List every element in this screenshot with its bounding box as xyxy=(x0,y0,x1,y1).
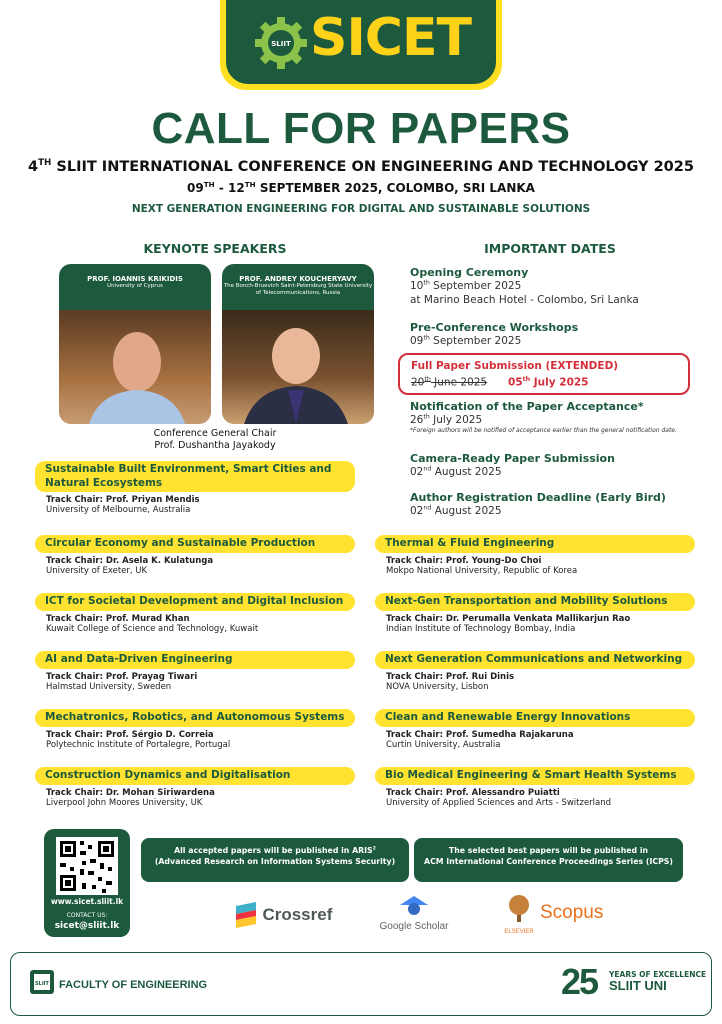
date-registration xyxy=(410,491,700,518)
footer-badge: SLIIT xyxy=(35,981,49,987)
logo-text: SICET xyxy=(310,8,471,68)
track-chair: Track Chair: Prof. Sumedha Rajakaruna xyxy=(386,729,574,740)
date-camera-ready xyxy=(410,452,700,479)
aris-publication-box xyxy=(141,838,409,882)
acm-line-2: ACM International Conference Proceedings Series (ICPS) xyxy=(424,856,673,866)
date-rest: September 2025 xyxy=(429,280,522,292)
date-title: Opening Ceremony xyxy=(410,266,529,279)
date-line xyxy=(410,465,700,479)
track-title: AI and Data-Driven Engineering xyxy=(35,651,355,669)
conference-name xyxy=(0,158,722,175)
faculty-name: FACULTY OF ENGINEERING xyxy=(59,979,208,991)
track-chair: Track Chair: Prof. Alessandro Puiatti xyxy=(386,787,560,798)
conference-date xyxy=(0,180,722,195)
conference-theme: NEXT GENERATION ENGINEERING FOR DIGITAL AND SUSTAINABLE SOLUTIONS xyxy=(131,203,591,215)
date-rest: August 2025 xyxy=(431,466,502,478)
track-item xyxy=(375,767,695,808)
track-university: Kuwait College of Science and Technology, Kuwait xyxy=(46,623,259,634)
track-title: Mechatronics, Robotics, and Autonomous Systems xyxy=(35,709,355,727)
date-note: *Foreign authors will be notified of acceptance earlier than the general notification date. xyxy=(410,427,677,435)
speaker-affiliation: University of Cyprus xyxy=(107,283,163,289)
date-rest: July 2025 xyxy=(429,414,483,426)
track-chair: Track Chair: Prof. Murad Khan xyxy=(46,613,190,624)
old-suffix: th xyxy=(424,376,431,383)
conference-ordinal: 4 xyxy=(28,158,39,175)
date-suffix: nd xyxy=(423,465,432,473)
scopus-text: Scopus xyxy=(540,902,604,923)
track-title: ICT for Societal Development and Digital Inclusion xyxy=(35,593,355,611)
track-university: University of Applied Sciences and Arts - Switzerland xyxy=(386,797,612,808)
track-item xyxy=(35,593,355,634)
date-notification xyxy=(410,400,700,434)
date-suffix: th xyxy=(423,334,430,342)
speaker-name: PROF. IOANNIS KRIKIDIS xyxy=(87,275,183,283)
date-day: 02 xyxy=(410,505,424,517)
date-day: 02 xyxy=(410,466,424,478)
keynote-heading: KEYNOTE SPEAKERS xyxy=(143,241,287,256)
track-chair: Track Chair: Dr. Perumalla Venkata Mallikarjun Rao xyxy=(386,613,631,624)
general-chair-label: Conference General Chair xyxy=(153,428,277,439)
contact-label: CONTACT US: xyxy=(66,912,108,919)
years-number: 25 xyxy=(561,961,598,1002)
scopus-logo xyxy=(540,902,603,924)
contact-box xyxy=(44,829,130,937)
page-title: CALL FOR PAPERS xyxy=(151,104,571,153)
date-suffix: th xyxy=(423,413,430,421)
speaker-header xyxy=(222,264,374,310)
speaker-header xyxy=(59,264,211,310)
track-title: Clean and Renewable Energy Innovations xyxy=(375,709,695,727)
track-university: Halmstad University, Sweden xyxy=(46,681,172,692)
speaker-photo xyxy=(222,310,374,424)
track-item xyxy=(35,535,355,576)
conference-title: SLIIT INTERNATIONAL CONFERENCE ON ENGINEERING AND TECHNOLOGY 2025 xyxy=(56,158,694,175)
track-item xyxy=(35,461,355,515)
footer xyxy=(10,952,712,1016)
aris-text: All accepted papers will be published in ARIS xyxy=(174,846,373,855)
track-chair: Track Chair: Prof. Priyan Mendis xyxy=(46,495,200,506)
date-suffix: nd xyxy=(423,504,432,512)
track-chair: Track Chair: Prof. Young-Do Choi xyxy=(386,555,542,566)
website-link[interactable]: www.sicet.sliit.lk xyxy=(50,897,124,906)
extended-title: Full Paper Submission (EXTENDED) xyxy=(411,360,619,372)
sliit-crest-icon xyxy=(29,969,55,995)
track-item xyxy=(35,709,355,750)
speaker-affiliation: The Bonch-Bruevich Saint-Petersburg State University of Telecommunications, Russia xyxy=(223,283,373,296)
date-suffix: th xyxy=(423,279,430,287)
date-rest: August 2025 xyxy=(431,505,502,517)
date-title: Notification of the Paper Acceptance* xyxy=(410,400,644,413)
old-day: 20 xyxy=(411,376,425,389)
date-day: 09 xyxy=(410,335,424,347)
years-text: YEARS OF EXCELLENCE xyxy=(609,970,707,979)
track-university: NOVA University, Lisbon xyxy=(386,681,489,692)
track-chair: Track Chair: Prof. Rui Dinis xyxy=(386,671,515,682)
acm-publication-box xyxy=(414,838,683,882)
speaker-card xyxy=(59,264,211,424)
scholar-icon xyxy=(400,896,428,916)
track-item xyxy=(375,593,695,634)
track-title: Next Generation Communications and Networking xyxy=(375,651,695,669)
track-item xyxy=(375,709,695,750)
track-title: Sustainable Built Environment, Smart Cities and Natural Ecosystems xyxy=(35,461,355,492)
date-day: 10 xyxy=(410,280,424,292)
track-item xyxy=(375,651,695,692)
track-university: Liverpool John Moores University, UK xyxy=(46,797,203,808)
track-item xyxy=(35,767,355,808)
track-university: University of Melbourne, Australia xyxy=(46,505,191,516)
general-chair xyxy=(60,428,370,453)
track-university: Polytechnic Institute of Portalegre, Portugal xyxy=(46,739,231,750)
date-end-suffix: TH xyxy=(244,180,256,189)
uni-name: SLIIT UNI xyxy=(609,978,667,994)
track-university: University of Exeter, UK xyxy=(46,565,148,576)
track-university: Indian Institute of Technology Bombay, India xyxy=(386,623,576,634)
new-deadline xyxy=(508,376,589,389)
date-line xyxy=(410,504,700,518)
track-university: Curtin University, Australia xyxy=(386,739,501,750)
speaker-name: PROF. ANDREY KOUCHERYAVY xyxy=(239,275,357,283)
qr-code-icon[interactable] xyxy=(56,837,118,895)
anniversary-text xyxy=(609,971,706,994)
google-scholar-logo xyxy=(375,896,453,932)
elsevier-text: ELSEVIER xyxy=(504,929,534,935)
track-chair: Track Chair: Dr. Mohan Siriwardena xyxy=(46,787,215,798)
tree-icon xyxy=(504,894,534,924)
speaker-card xyxy=(222,264,374,424)
date-line xyxy=(410,279,700,293)
track-title: Next-Gen Transportation and Mobility Solutions xyxy=(375,593,695,611)
date-day: 26 xyxy=(410,414,424,426)
track-title: Circular Economy and Sustainable Production xyxy=(35,535,355,553)
date-rest: September 2025 xyxy=(429,335,522,347)
track-title: Bio Medical Engineering & Smart Health Systems xyxy=(375,767,695,785)
date-end: - 12 xyxy=(214,181,245,195)
track-university: Mokpo National University, Republic of Korea xyxy=(386,565,578,576)
acm-line-1: The selected best papers will be published in xyxy=(448,846,649,855)
conference-ordinal-suffix: TH xyxy=(38,158,52,168)
aris-sup: 2 xyxy=(372,846,376,852)
google-scholar-text: Google Scholar xyxy=(379,921,449,932)
track-item xyxy=(375,535,695,576)
date-rest: SEPTEMBER 2025, COLOMBO, SRI LANKA xyxy=(259,181,535,195)
logo-tab-inner xyxy=(226,0,496,84)
track-chair: Track Chair: Dr. Asela K. Kulatunga xyxy=(46,555,214,566)
date-line xyxy=(410,413,700,427)
extended-deadline-box xyxy=(398,353,690,395)
contact-email[interactable]: sicet@sliit.lk xyxy=(54,921,120,931)
crossref-logo xyxy=(234,900,332,930)
new-day: 05 xyxy=(508,376,523,389)
track-title: Thermal & Fluid Engineering xyxy=(375,535,695,553)
crossref-icon xyxy=(234,900,258,930)
speaker-portrait xyxy=(59,310,211,424)
date-start: 09 xyxy=(187,181,204,195)
track-chair: Track Chair: Prof. Prayag Tiwari xyxy=(46,671,198,682)
date-venue: at Marino Beach Hotel - Colombo, Sri Lanka xyxy=(410,294,639,307)
elsevier-logo xyxy=(500,894,538,935)
old-rest: June 2025 xyxy=(430,376,488,389)
aris-line-2: (Advanced Research on Information Systems Security) xyxy=(154,856,396,866)
gear-icon xyxy=(254,16,308,70)
general-chair-name: Prof. Dushantha Jayakody xyxy=(154,440,276,452)
date-title: Author Registration Deadline (Early Bird) xyxy=(410,491,666,504)
speaker-photo xyxy=(59,310,211,424)
date-start-suffix: TH xyxy=(203,180,215,189)
date-line xyxy=(410,334,700,348)
anniversary-logo xyxy=(561,961,597,1003)
date-opening xyxy=(410,266,700,307)
speaker-portrait xyxy=(222,310,374,424)
date-title: Pre-Conference Workshops xyxy=(410,321,579,334)
logo-tab xyxy=(220,0,502,90)
logo-badge: SLIIT xyxy=(271,40,291,48)
date-title: Camera-Ready Paper Submission xyxy=(410,452,615,465)
new-suffix: th xyxy=(522,376,531,383)
dates-heading: IMPORTANT DATES xyxy=(484,241,616,256)
crossref-text: Crossref xyxy=(262,905,333,924)
new-rest: July 2025 xyxy=(530,376,589,389)
old-deadline xyxy=(411,376,487,389)
track-item xyxy=(35,651,355,692)
track-chair: Track Chair: Prof. Sérgio D. Correia xyxy=(46,729,214,740)
date-workshops xyxy=(410,321,700,348)
track-title: Construction Dynamics and Digitalisation xyxy=(35,767,355,785)
aris-line-1 xyxy=(141,846,409,857)
